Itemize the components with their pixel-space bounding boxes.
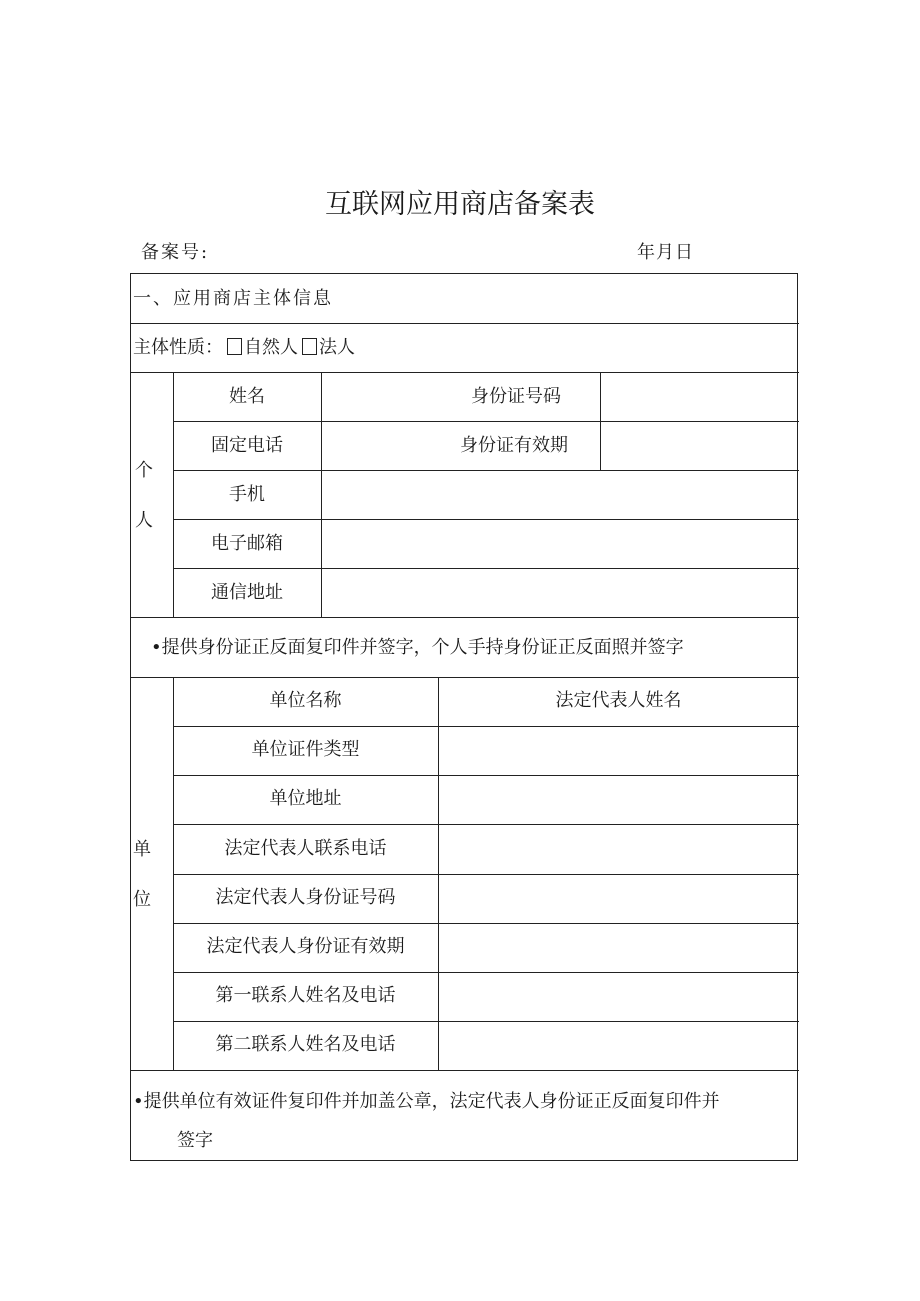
row-divider (131, 1070, 799, 1071)
contact1-label: 第一联系人姓名及电话 (215, 985, 396, 1006)
legal-rep-id-validity-label: 法定代表人身份证有效期 (206, 936, 405, 957)
legal-person-option-label: 法人 (319, 337, 355, 358)
individual-note: •提供身份证正反面复印件并签字，个人手持身份证正反面照并签字 (151, 637, 684, 658)
address-label: 通信地址 (211, 582, 283, 603)
row-divider (173, 568, 799, 569)
name-label: 姓名 (229, 386, 265, 407)
landline-label: 固定电话 (211, 435, 283, 456)
row-divider (131, 617, 799, 618)
org-name-label: 单位名称 (269, 690, 342, 711)
row-divider (173, 470, 799, 471)
row-divider (173, 726, 799, 727)
id-number-label: 身份证号码 (471, 386, 561, 407)
column-divider (321, 372, 322, 617)
email-label: 电子邮箱 (211, 533, 283, 554)
cert-type-label: 单位证件类型 (251, 739, 360, 760)
date-label: 年月日 (637, 242, 694, 263)
entity-nature-label: 主体性质： (133, 337, 223, 358)
row-divider (173, 1021, 799, 1022)
row-divider (173, 972, 799, 973)
natural-person-checkbox[interactable] (227, 338, 242, 355)
row-divider (173, 824, 799, 825)
legal-rep-id-label: 法定代表人身份证号码 (215, 887, 396, 908)
record-number-label: 备案号: (141, 242, 210, 263)
individual-side-label-1: 个 (135, 460, 153, 481)
row-divider (131, 677, 799, 678)
page-title: 互联网应用商店备案表 (325, 189, 595, 220)
id-validity-label: 身份证有效期 (460, 435, 568, 456)
mobile-label: 手机 (229, 484, 265, 505)
column-divider (173, 677, 174, 1070)
row-divider (173, 874, 799, 875)
organization-note-line2: 签字 (177, 1130, 213, 1151)
row-divider (131, 323, 799, 324)
org-address-label: 单位地址 (269, 788, 342, 809)
column-divider (600, 372, 601, 470)
organization-side-label-2: 位 (133, 889, 151, 910)
row-divider (173, 775, 799, 776)
row-divider (131, 372, 799, 373)
row-divider (173, 519, 799, 520)
row-divider (173, 923, 799, 924)
individual-side-label-2: 人 (135, 510, 153, 531)
natural-person-option-label: 自然人 (244, 337, 298, 358)
organization-side-label-1: 单 (133, 839, 151, 860)
column-divider (438, 677, 439, 1070)
legal-person-checkbox[interactable] (302, 338, 317, 355)
legal-rep-name-label: 法定代表人姓名 (555, 690, 682, 711)
registration-form-table (130, 273, 798, 1161)
contact2-label: 第二联系人姓名及电话 (215, 1034, 396, 1055)
section-heading: 一、应用商店主体信息 (133, 288, 333, 309)
legal-rep-phone-label: 法定代表人联系电话 (224, 838, 387, 859)
entity-nature-row (133, 337, 355, 359)
organization-note-line1: •提供单位有效证件复印件并加盖公章，法定代表人身份证正反面复印件并 (133, 1091, 720, 1112)
row-divider (173, 421, 799, 422)
